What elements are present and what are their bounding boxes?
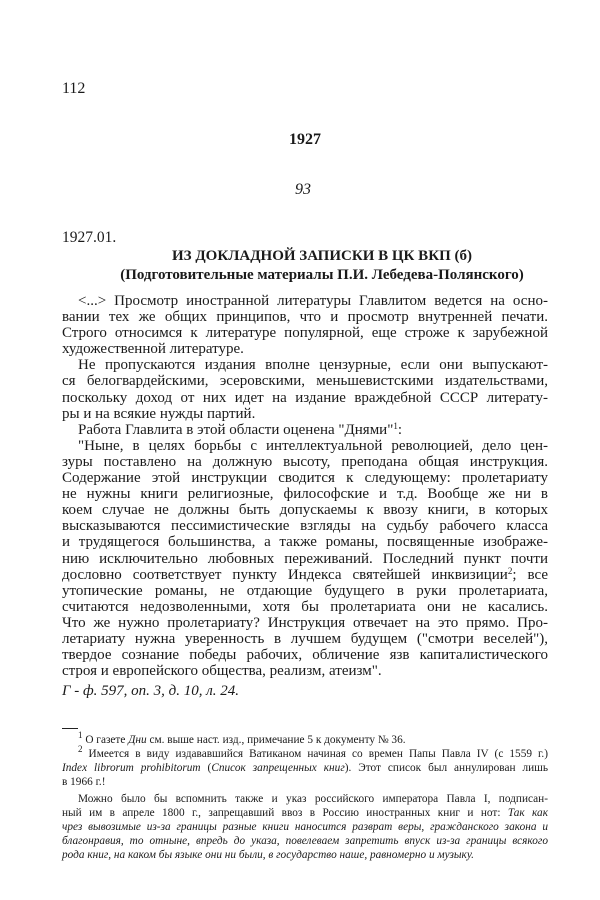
- body-line: [62, 518, 548, 534]
- body-line: [62, 293, 548, 309]
- text-segment: О газете: [82, 734, 129, 746]
- page-number: 112: [62, 80, 86, 97]
- text-segment: Что же нужно пролетариату? Инструкция отвечает на это прямо. Про-: [62, 614, 548, 631]
- body-line: [62, 373, 548, 389]
- text-segment: Строго относимся к литературе популярной, еще строже к зарубежной: [62, 325, 548, 342]
- text-segment: Содержание этой инструкции сводится к следующему: пролетариату: [62, 470, 548, 487]
- text-segment: ся белогвардейскими, эсеровскими, меньшевистскими издательствами,: [62, 373, 548, 390]
- text-segment: Работа Главлита в этой области оценена "Днями": [78, 421, 394, 438]
- text-segment: строя и европейского общества, реализм, атеизм".: [62, 663, 382, 680]
- body-line: [62, 438, 548, 454]
- body-line: [62, 422, 548, 438]
- footnote-marker: 1: [393, 420, 398, 431]
- body-line: [62, 502, 548, 518]
- footnotes: [62, 730, 549, 862]
- year-heading: 1927: [289, 131, 321, 148]
- document-date: 1927.01.: [62, 229, 117, 246]
- body-line: [62, 567, 548, 583]
- body-line: [62, 341, 548, 357]
- text-segment: дословно соответствует пункту Индекса святейшей инквизиции: [62, 566, 508, 583]
- body-line: [62, 486, 548, 502]
- text-segment: :: [397, 421, 403, 438]
- footnote-line: [62, 834, 548, 848]
- title-line-1: ИЗ ДОКЛАДНОЙ ЗАПИСКИ В ЦК ВКП (б): [172, 248, 472, 264]
- body-line: [62, 390, 548, 406]
- text-segment: Index librorum prohibitorum: [62, 762, 201, 774]
- text-segment: не нужны книги религиозные, философские и т.д. Вообще же ни в: [62, 486, 548, 503]
- footnote-line: [62, 820, 548, 834]
- footnote-marker: 1: [78, 730, 83, 740]
- text-segment: высказываются пессимистические взгляды на судьбу рабочего класса: [62, 518, 548, 535]
- text-segment: утопические романы, не отдающие будущего в руки пролетариата,: [62, 582, 548, 599]
- body-line: [62, 534, 548, 550]
- text-segment: и трудящегося большинства, а также романы, посвященные изображе-: [62, 534, 548, 551]
- body-line: [62, 357, 548, 373]
- text-segment: ры и на всякие нужды партий.: [62, 405, 256, 422]
- text-segment: Имеется в виду издававшийся Ватиканом начиная со времен Папы Павла IV (с 1559 г.): [82, 748, 548, 760]
- body-line: [62, 551, 548, 567]
- footnote-line: [62, 806, 548, 820]
- body-line: [62, 583, 548, 599]
- footnote-line: [62, 761, 548, 775]
- text-segment: коем случае не должны быть допускаемы к ввозу книги, в которых: [62, 502, 548, 519]
- footnote-marker: 2: [78, 744, 83, 754]
- document-number: 93: [295, 181, 311, 198]
- body-line: [62, 599, 548, 615]
- text-segment: чрез вывозимые из-за границы разные книги наносится разврат веры, гражданского закона и: [62, 821, 548, 833]
- title-line-2: (Подготовительные материалы П.И. Лебедева-Полянского): [120, 267, 524, 283]
- text-segment: летариату нужна уверенность в лучшем будущем ("смотри веселей"),: [62, 630, 548, 647]
- archive-source-reference: Г - ф. 597, оп. 3, д. 10, л. 24.: [62, 683, 240, 699]
- document-title: [62, 247, 582, 285]
- text-segment: Не пропускаются издания вполне цензурные, если они выпускают-: [78, 357, 548, 374]
- body-line: [62, 454, 548, 470]
- text-segment: Можно было бы вспомнить также и указ российского императора Павла I, подписан-: [78, 793, 548, 805]
- footnote-line: [62, 792, 548, 806]
- body-line: [62, 406, 548, 422]
- body-line: [62, 647, 548, 663]
- body-line: [62, 309, 548, 325]
- body-line: [62, 663, 548, 679]
- body-line: [62, 470, 548, 486]
- text-segment: нию исключительно любовных переживаний. Последний пункт почти: [62, 550, 548, 567]
- text-segment: см. выше наст. изд., примечание 5 к документу № 36.: [146, 734, 406, 746]
- text-segment: "Ныне, в целях борьбы с интеллектуальной революцией, дело цен-: [78, 437, 548, 454]
- text-segment: ный им в апреле 1800 г., запрещавший ввоз в Россию иностранных книг и нот:: [62, 807, 508, 819]
- text-segment: ; все: [512, 566, 548, 583]
- text-segment: поскольку доход от них идет на издание враждебной СССР литерату-: [62, 389, 548, 406]
- text-segment: <...> Просмотр иностранной литературы Главлитом ведется на осно-: [78, 293, 548, 309]
- text-segment: ). Этот список был аннулирован лишь: [344, 762, 549, 774]
- footnote-line: [62, 730, 548, 747]
- footnote-marker: 2: [507, 565, 513, 576]
- body-line: [62, 615, 548, 631]
- footnote-line: [62, 848, 548, 862]
- text-segment: Дни: [128, 734, 147, 746]
- text-segment: Так как: [507, 807, 548, 819]
- text-segment: благонравия, то отныне, впредь до указа, повелеваем запретить впуск из-за границы всякого: [62, 835, 548, 847]
- text-segment: твердое сознание победы рабочих, обличение язв капиталистического: [62, 647, 548, 664]
- body-line: [62, 325, 548, 341]
- footnote-line: [62, 775, 548, 789]
- text-segment: Список запрещенных книг: [211, 762, 345, 774]
- footnote-divider: [62, 728, 78, 729]
- body-line: [62, 631, 548, 647]
- footnote-line: [62, 744, 548, 761]
- text-segment: рода книг, на каком бы языке они ни были, в государство наше, равномерно и музыку.: [62, 849, 474, 861]
- text-segment: художественной литературе.: [62, 341, 244, 358]
- document-body: [62, 293, 548, 679]
- text-segment: вании тех же общих принципов, что и просмотр внутренней печати.: [62, 309, 548, 326]
- text-segment: считаются недозволенными, хотя бы пролетариата они не касались.: [62, 598, 548, 615]
- text-segment: в 1966 г.!: [62, 776, 106, 788]
- text-segment: (: [200, 762, 212, 774]
- text-segment: зуры поставлено на должную высоту, преподана общая инструкция.: [62, 453, 548, 470]
